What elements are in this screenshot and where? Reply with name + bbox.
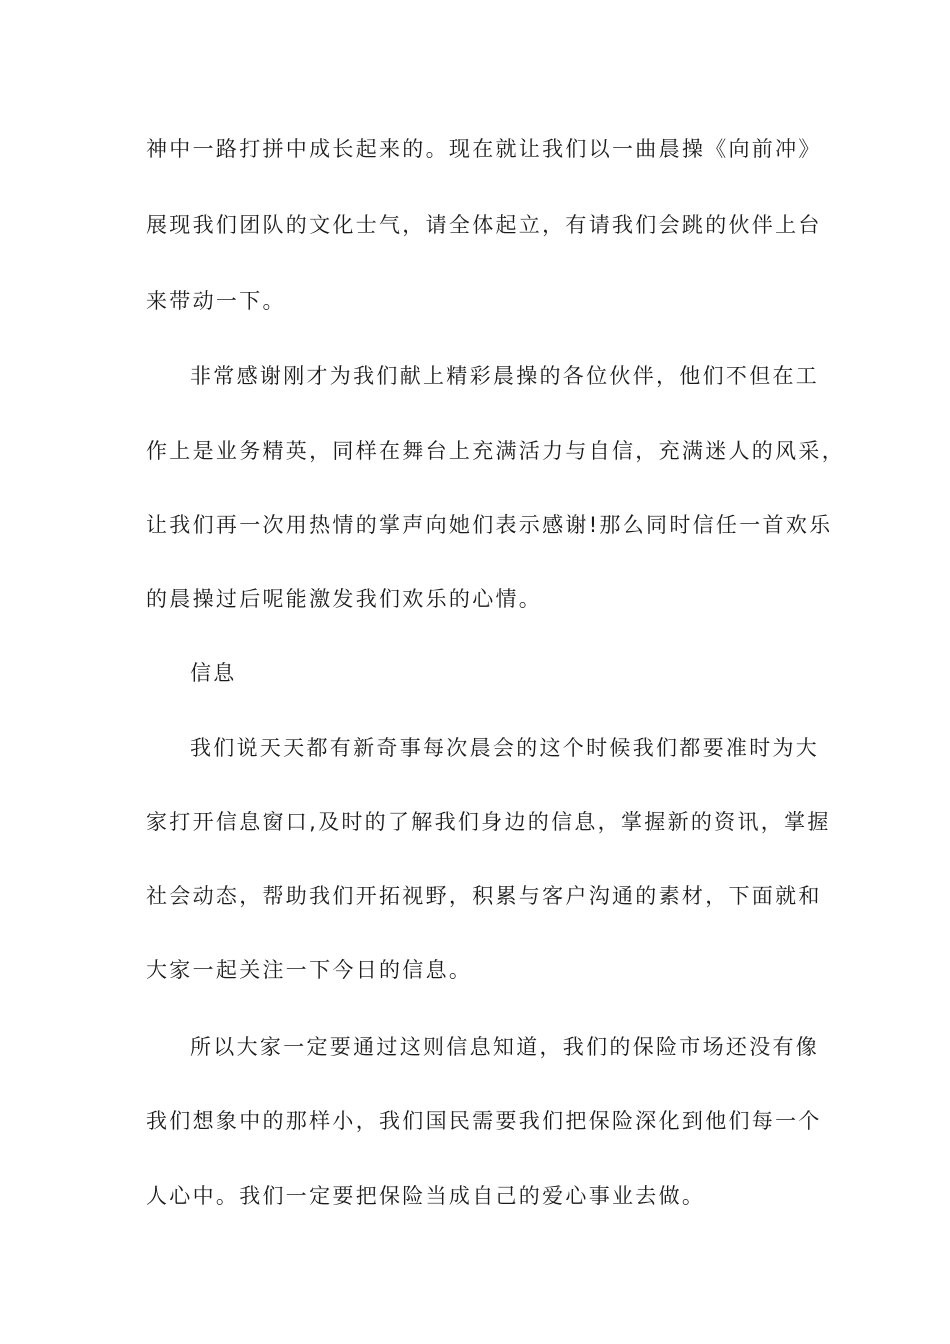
paragraph-line: 社会动态，帮助我们开拓视野，积累与客户沟通的素材，下面就和 (146, 884, 822, 908)
paragraph-line: 家打开信息窗口,及时的了解我们身边的信息，掌握新的资讯，掌握 (146, 810, 831, 834)
paragraph-line: 我们想象中的那样小，我们国民需要我们把保险深化到他们每一个 (146, 1109, 822, 1133)
paragraph-line: 我们说天天都有新奇事每次晨会的这个时候我们都要准时为大 (190, 736, 820, 760)
paragraph-line: 神中一路打拼中成长起来的。现在就让我们以一曲晨操《向前冲》 (146, 137, 822, 161)
paragraph-line: 所以大家一定要通过这则信息知道，我们的保险市场还没有像 (190, 1035, 820, 1059)
paragraph-line: 非常感谢刚才为我们献上精彩晨操的各位伙伴，他们不但在工 (190, 364, 820, 388)
paragraph-line: 大家一起关注一下今日的信息。 (146, 958, 473, 982)
paragraph-line: 的晨操过后呢能激发我们欢乐的心情。 (146, 587, 543, 611)
paragraph-line: 让我们再一次用热情的掌声向她们表示感谢!那么同时信任一首欢乐 (146, 513, 833, 537)
section-heading: 信息 (190, 661, 237, 685)
paragraph-line: 来带动一下。 (146, 289, 286, 313)
paragraph-line: 展现我们团队的文化士气，请全体起立，有请我们会跳的伙伴上台 (146, 213, 822, 237)
paragraph-line: 人心中。我们一定要把保险当成自己的爱心事业去做。 (146, 1184, 706, 1208)
paragraph-line: 作上是业务精英，同样在舞台上充满活力与自信，充满迷人的风采， (146, 439, 845, 463)
